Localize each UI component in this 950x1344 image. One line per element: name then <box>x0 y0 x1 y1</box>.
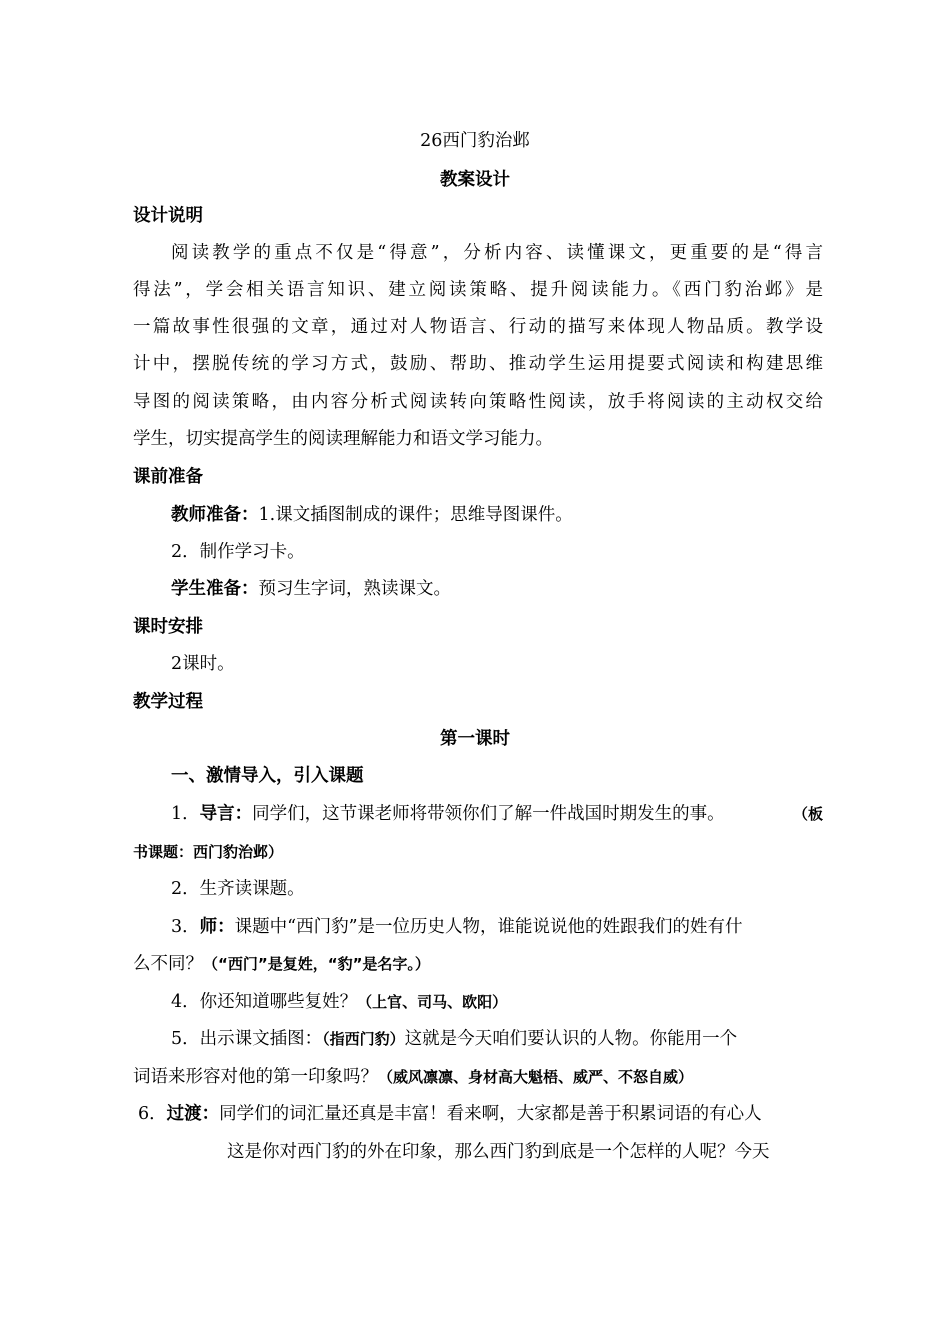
step-5-cont <box>133 1061 823 1093</box>
teacher-prep-label: 教师准备： <box>171 505 259 525</box>
step-label: 师： <box>199 917 235 937</box>
step-text: 么不同？ <box>133 954 203 974</box>
prep-item-2: 2．制作学习卡。 <box>171 542 305 562</box>
step-1-note-cont: 书课题：西门豹治邺） <box>133 843 284 861</box>
step-label: 过渡： <box>166 1104 220 1124</box>
step-note: （上官、司马、欧阳） <box>357 993 508 1011</box>
paragraph-line: 得法”，学会相关语言知识、建立阅读策略、提升阅读能力。《西门豹治邺》是 <box>133 280 823 300</box>
section-heading-process: 教学过程 <box>133 692 203 712</box>
step-number: 6． <box>138 1104 167 1124</box>
step-note: （指西门豹） <box>322 1030 405 1048</box>
step-4-line <box>171 986 823 1018</box>
paragraph-line: 学生，切实提高学生的阅读理解能力和语文学习能力。 <box>133 429 553 449</box>
paragraph-line: 导图的阅读策略，由内容分析式阅读转向策略性阅读，放手将阅读的主动权交给 <box>133 392 823 412</box>
step-3-line <box>171 911 823 943</box>
step-5-line <box>171 1023 823 1055</box>
document-subtitle: 教案设计 <box>440 170 510 190</box>
teacher-prep-line <box>171 499 823 531</box>
step-note: （“西门”是复姓，“豹”是名字。） <box>203 955 430 973</box>
step-3-cont <box>133 948 823 980</box>
step-text: 词语来形容对他的第一印象吗？ <box>133 1067 378 1087</box>
step-note: （威风凛凛、身材高大魁梧、威严、不怒自威） <box>378 1068 694 1086</box>
section-heading-schedule: 课时安排 <box>133 617 203 637</box>
step-6-line <box>138 1098 823 1130</box>
section-heading-design: 设计说明 <box>133 206 203 226</box>
step-note: （板 <box>792 805 823 823</box>
document-title: 26西门豹治邺 <box>420 131 530 151</box>
paragraph-line: 一篇故事性很强的文章，通过对人物语言、行动的描写来体现人物品质。教学设 <box>133 317 823 337</box>
step-2-line: 2．生齐读课题。 <box>171 879 305 899</box>
step-text: 5．出示课文插图： <box>171 1029 323 1049</box>
student-prep-label: 学生准备： <box>171 579 259 599</box>
step-1-line <box>171 798 823 830</box>
step-text: 课题中“西门豹”是一位历史人物，谁能说说他的姓跟我们的姓有什 <box>234 917 743 937</box>
schedule-text: 2课时。 <box>171 654 235 674</box>
step-text: 同学们，这节课老师将带领你们了解一件战国时期发生的事。 <box>252 804 725 824</box>
teacher-prep-text: 1.课文插图制成的课件；思维导图课件。 <box>258 505 573 525</box>
student-prep-line <box>171 573 823 605</box>
step-number: 1． <box>171 804 200 824</box>
period-heading: 第一课时 <box>440 729 510 749</box>
step-label: 导言： <box>199 804 253 824</box>
step-text: 4．你还知道哪些复姓？ <box>171 992 358 1012</box>
part-heading: 一、激情导入，引入课题 <box>171 766 364 786</box>
section-heading-prep: 课前准备 <box>133 467 203 487</box>
paragraph-line: 计中，摆脱传统的学习方式，鼓励、帮助、推动学生运用提要式阅读和构建思维 <box>133 354 823 374</box>
step-text: 同学们的词汇量还真是丰富！看来啊，大家都是善于积累词语的有心人 <box>219 1104 762 1124</box>
student-prep-text: 预习生字词，熟读课文。 <box>258 579 451 599</box>
step-number: 3． <box>171 917 200 937</box>
step-6-cont: 这是你对西门豹的外在印象，那么西门豹到底是一个怎样的人呢？今天 <box>227 1142 770 1162</box>
paragraph-line: 阅读教学的重点不仅是“得意”，分析内容、读懂课文，更重要的是“得言 <box>171 243 823 263</box>
step-text: 这就是今天咱们要认识的人物。你能用一个 <box>404 1029 738 1049</box>
